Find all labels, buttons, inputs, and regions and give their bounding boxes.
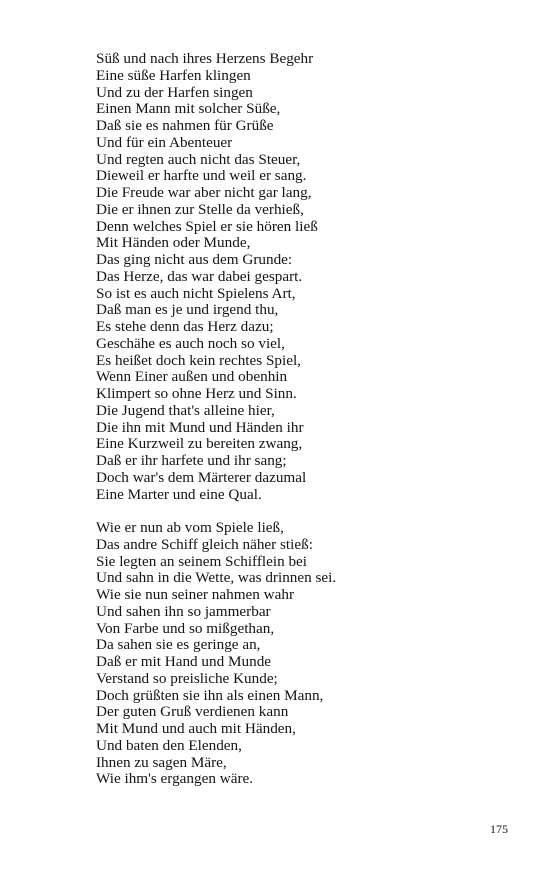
poem-line: Das andre Schiff gleich näher stieß: bbox=[96, 535, 313, 553]
poem-line: Klimpert so ohne Herz und Sinn. bbox=[96, 385, 297, 402]
poem-line: Die Jugend that's alleine hier, bbox=[96, 401, 275, 419]
poem-line: So ist es auch nicht Spielens Art, bbox=[96, 284, 296, 302]
poem-line: Der guten Gruß verdienen kann bbox=[96, 703, 289, 721]
poem-line: Und für ein Abenteuer bbox=[96, 133, 233, 151]
poem-line: Die Freude war aber nicht gar lang, bbox=[96, 184, 312, 201]
poem-line: Süß und nach ihres Herzens Begehr bbox=[96, 50, 314, 67]
poem-line: Es stehe denn das Herz dazu; bbox=[96, 318, 274, 335]
poem-line: Denn welches Spiel er sie hören ließ bbox=[96, 217, 318, 235]
poem-line: Daß er ihr harfete und ihr sang; bbox=[96, 452, 287, 469]
poem-line: Eine Marter und eine Qual. bbox=[96, 485, 262, 503]
poem-line: Und baten den Elenden, bbox=[96, 736, 242, 754]
poem-line: Wenn Einer außen und obenhin bbox=[96, 368, 288, 386]
poem-line: Sie legten an seinem Schifflein bei bbox=[96, 552, 308, 570]
poem-line: Geschähe es auch noch so viel, bbox=[96, 334, 285, 352]
stanza-2 bbox=[96, 520, 516, 788]
poem-line: Ihnen zu sagen Märe, bbox=[96, 753, 227, 771]
poem-line: Daß sie es nahmen für Grüße bbox=[96, 117, 274, 134]
poem-line: Mit Händen oder Munde, bbox=[96, 234, 251, 252]
poem-line: Doch grüßten sie ihn als einen Mann, bbox=[96, 686, 324, 704]
poem-line: Doch war's dem Märterer dazumal bbox=[96, 468, 307, 486]
poem-line: Und regten auch nicht das Steuer, bbox=[96, 150, 301, 168]
poem-line: Die ihn mit Mund und Händen ihr bbox=[96, 418, 304, 436]
poem-line: Wie sie nun seiner nahmen wahr bbox=[96, 586, 295, 603]
poem-line: Da sahen sie es geringe an, bbox=[96, 636, 261, 654]
poem-line: Und sahn in die Wette, was drinnen sei. bbox=[96, 569, 337, 587]
poem-line: Wie er nun ab vom Spiele ließ, bbox=[96, 519, 284, 536]
poem-line: Von Farbe und so mißgethan, bbox=[96, 619, 275, 637]
poem-line: Eine süße Harfen klingen bbox=[96, 66, 251, 84]
poem-line: Daß man es je und irgend thu, bbox=[96, 301, 279, 319]
poem-line: Das ging nicht aus dem Grunde: bbox=[96, 251, 293, 268]
poem-line: Verstand so preisliche Kunde; bbox=[96, 669, 278, 687]
poem-line: Eine Kurzweil zu bereiten zwang, bbox=[96, 435, 303, 453]
poem-line: Mit Mund und auch mit Händen, bbox=[96, 720, 296, 737]
poem-line: Es heißet doch kein rechtes Spiel, bbox=[96, 351, 301, 369]
poem-line: Und zu der Harfen singen bbox=[96, 83, 253, 101]
poem-line: Wie ihm's ergangen wäre. bbox=[96, 770, 254, 788]
poem-line: Die er ihnen zur Stelle da verhieß, bbox=[96, 200, 304, 218]
stanza-1 bbox=[96, 51, 516, 503]
poem-line: Einen Mann mit solcher Süße, bbox=[96, 100, 281, 118]
poem-line: Das Herze, das war dabei gespart. bbox=[96, 267, 303, 285]
page-number: 175 bbox=[490, 822, 508, 836]
poem-line: Daß er mit Hand und Munde bbox=[96, 653, 272, 670]
poem-line: Und sahen ihn so jammerbar bbox=[96, 602, 271, 620]
poem-line: Dieweil er harfte und weil er sang. bbox=[96, 167, 307, 185]
